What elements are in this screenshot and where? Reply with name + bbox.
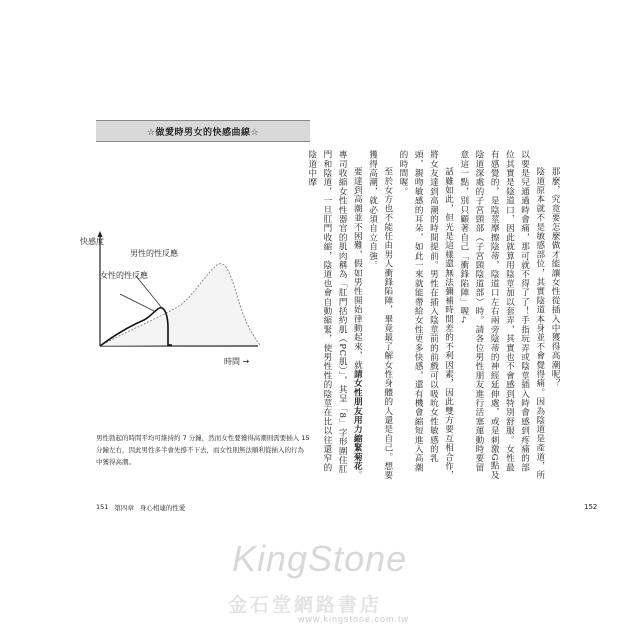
female-curve-label: 女性的性反應 <box>100 271 148 280</box>
left-page-number: 151 <box>96 503 109 511</box>
chapter-number: 第四章 <box>114 504 134 512</box>
pleasure-curve-chart <box>80 228 266 378</box>
chapter-title: 身心相連的性愛 <box>139 504 186 512</box>
body-paragraph: 至於女方也不能任由男人衝鋒陷陣，畢竟最了解女性身體的人還是自己。想要獲得高潮，就必須自立自強。 <box>367 150 393 480</box>
female-label-leader <box>120 294 156 312</box>
x-axis-label: 時間 → <box>224 357 250 366</box>
watermark-chinese: 金石堂網路書店 <box>228 594 383 616</box>
body-paragraph: 要達到高潮並不困難，假如男性開始律動起來，就請女性朋友用力縮緊菊花。專司收縮女性性器官的肌肉稱為「肛門括約肌（PC肌）」，其呈「8」字形圍住肛門和陰道，一旦肛門收縮，陰道也會自動縮緊，使男性性的陰莖在比以往還窄的陰道中摩 <box>306 150 363 480</box>
figure-caption: 男性勃起的時間平均可維持約 7 分鐘，然而女性要獲得高潮則需要插入 15 分鐘左右，因此男性多半會先撐不下去，而女性則無法順利從插入的行為中獲得高潮。 <box>96 434 310 466</box>
body-paragraph: 那麼，究竟要怎麼做才能讓女性從插入中獲得高潮呢？ <box>550 167 560 388</box>
emphasis-text: 請女性朋友用力縮緊菊花 <box>352 369 363 471</box>
left-page-footer <box>96 503 185 512</box>
watermark-logo: KingStone <box>232 538 408 579</box>
male-curve-label: 男性的性反應 <box>130 249 178 258</box>
figure-title-bar <box>96 120 310 142</box>
right-page-number: 152 <box>584 503 598 511</box>
watermark-url: www.kingstone.com.tw <box>298 614 410 624</box>
body-paragraph: 話雖如此，但光是這樣還無法彌補時間差的不利因素，因此雙方要互相合作，將女友達到高潮的時間提前。男性在插入陰莖前的前戲可以吸吮女性敏感的乳頭，親吻敏感的耳朵，如此一來就能帶給女性更多快感，還有機會縮短進入高潮的時間喔。 <box>397 150 454 480</box>
figure-title: ☆做愛時男女的快感曲線☆ <box>146 127 260 138</box>
y-axis-label: 快感度 <box>80 237 104 246</box>
right-page-body <box>306 150 562 480</box>
body-paragraph: 陰道原本就不是敏感部位，其實陰道本身並不會覺得痛。因為陰道是產道，所以要是兒通過時會痛，那可就不得了了！手指玩弄或陰莖插入時會感到疼痛的部位其實是陰道口，因此就算用陰莖加以套弄，其實也不會感到特別舒服。女性最有感覺的，是陰莖摩擦陰蒂，陰道口左右兩旁陰蒂的神經延伸處，或是刺激G點及陰道深處的子宮頸部（子宮頸陰道部）時。請各位男性朋友進行活塞運動時要留意這一點，別只顧著自己「衝鋒陷陣」喔♪ <box>458 150 545 480</box>
